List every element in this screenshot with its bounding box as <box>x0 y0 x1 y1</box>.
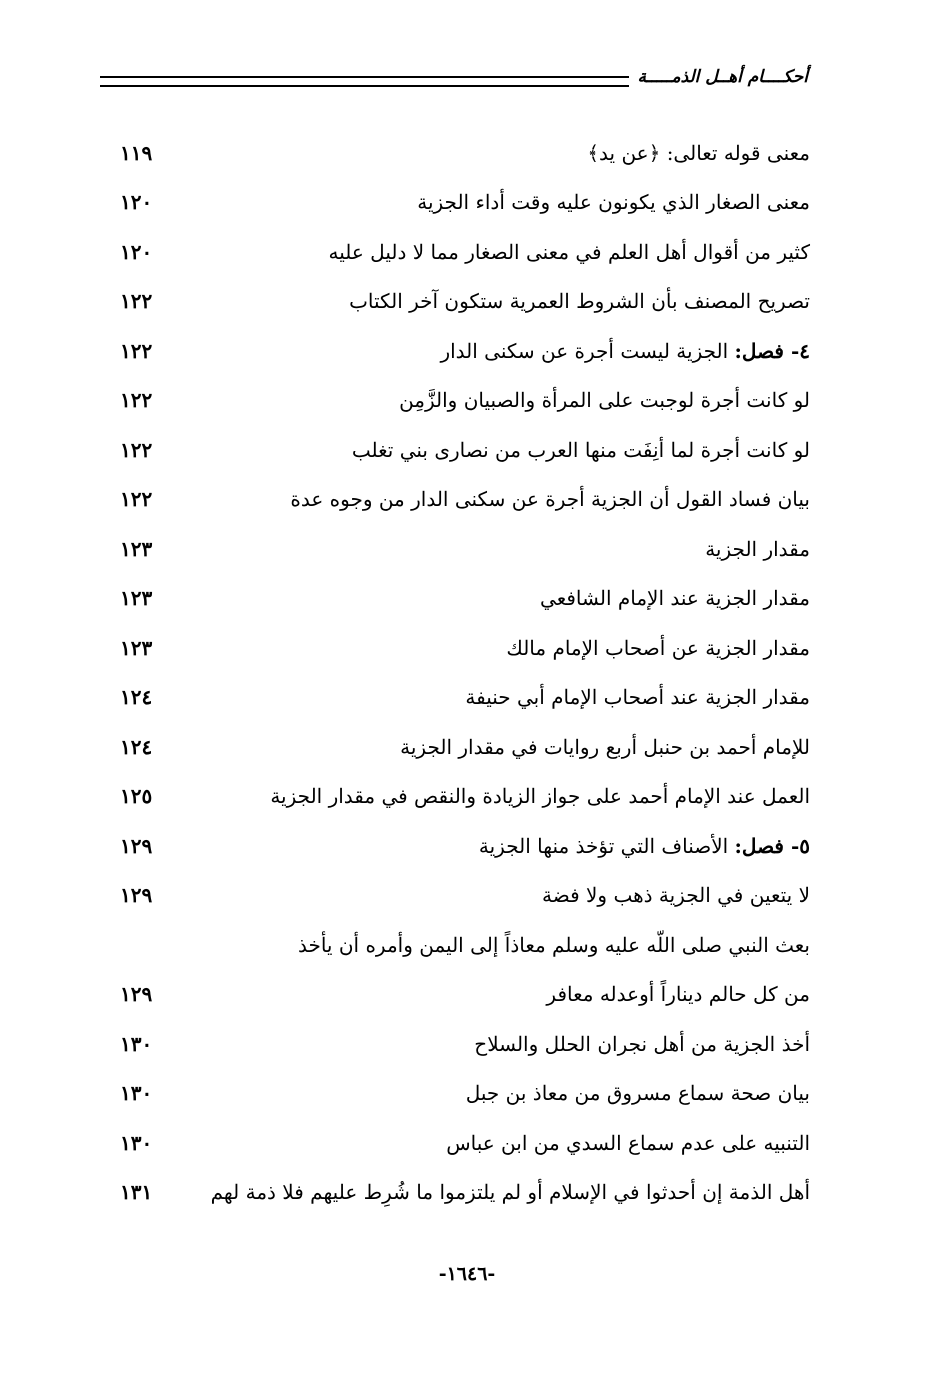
toc-entry-page: ١٢٩ <box>120 883 153 908</box>
toc-entry-text: للإمام أحمد بن حنبل أربع روايات في مقدار الجزية <box>400 734 810 759</box>
toc-entry-text: الأصناف التي تؤخذ منها الجزية <box>478 833 735 858</box>
toc-entry-title <box>200 784 810 808</box>
toc-entry-text: بيان صحة سماع مسروق من معاذ بن جبل <box>465 1081 810 1106</box>
toc-entry-page: ١٢٠ <box>120 239 153 264</box>
toc-entry-page: ١٢٠ <box>120 190 153 215</box>
toc-entry-page: ١١٩ <box>120 140 153 165</box>
toc-entry-title <box>200 685 810 709</box>
toc-entry-title <box>200 735 810 759</box>
toc-entry-text: لو كانت أجرة لما أنِفَت منها العرب من نصارى بني تغلب <box>351 437 810 462</box>
toc-entry <box>120 376 810 426</box>
page-number: -١٦٤٦- <box>438 1263 496 1285</box>
toc-entry-text: أخذ الجزية من أهل نجران الحلل والسلاح <box>474 1031 810 1056</box>
toc-entry-text: بيان فساد القول أن الجزية أجرة عن سكنى الدار من وجوه عدة <box>290 487 810 512</box>
toc-entry <box>120 1168 810 1218</box>
running-header-title: أحكــــام أهــل الذمـــــة <box>637 67 808 87</box>
toc-entry-text: لو كانت أجرة لوجبت على المرأة والصبيان والزَّمِن <box>399 388 810 413</box>
toc-entry-page: ١٢٩ <box>120 833 153 858</box>
toc-entry-page: ١٢٢ <box>120 338 153 363</box>
toc-entry-page: ١٢٢ <box>120 289 153 314</box>
toc-entry <box>120 1019 810 1069</box>
toc-entry-page: ١٢٤ <box>120 734 153 759</box>
toc-entry <box>120 970 810 1020</box>
toc-entry-title <box>200 388 810 412</box>
toc-entry-title <box>200 1180 810 1204</box>
toc-entry <box>120 871 810 921</box>
toc-entry-title <box>200 1081 810 1105</box>
toc-entry <box>120 227 810 277</box>
toc-entry <box>120 128 810 178</box>
toc-entry-title <box>200 933 810 957</box>
toc-entry-title <box>200 636 810 660</box>
running-header <box>100 60 808 94</box>
toc-entry-title <box>200 141 810 165</box>
toc-entry-text: لا يتعين في الجزية ذهب ولا فضة <box>542 883 810 908</box>
toc-entry-page: ١٢٣ <box>120 635 153 660</box>
toc-entry-title <box>200 834 810 858</box>
toc-entry <box>120 425 810 475</box>
toc-entry-text: كثير من أقوال أهل العلم في معنى الصغار مما لا دليل عليه <box>328 239 810 264</box>
toc-entry-page: ١٣٠ <box>120 1031 153 1056</box>
toc-entry-page: ١٢٣ <box>120 536 153 561</box>
toc-entry <box>120 920 810 970</box>
toc-entry-page: ١٢٥ <box>120 784 153 809</box>
table-of-contents <box>120 128 810 1217</box>
toc-entry-title <box>200 438 810 462</box>
toc-entry-title <box>200 982 810 1006</box>
toc-entry-text: بعث النبي صلى اللّه عليه وسلم معاذاً إلى اليمن وأمره أن يأخذ <box>297 932 810 957</box>
toc-entry-page: ١٢٣ <box>120 586 153 611</box>
toc-entry <box>120 326 810 376</box>
toc-entry-text: معنى الصغار الذي يكونون عليه وقت أداء الجزية <box>417 190 810 215</box>
toc-entry <box>120 821 810 871</box>
toc-entry-page: ١٢٩ <box>120 982 153 1007</box>
toc-entry-text: من كل حالم ديناراً أوعدله معافر <box>546 982 810 1007</box>
toc-entry <box>120 772 810 822</box>
toc-entry <box>120 1118 810 1168</box>
toc-entry-text: التنبيه على عدم سماع السدي من ابن عباس <box>446 1130 810 1155</box>
header-double-rule <box>100 76 629 87</box>
toc-entry-title <box>200 586 810 610</box>
toc-entry-text: العمل عند الإمام أحمد على جواز الزيادة والنقص في مقدار الجزية <box>270 784 810 809</box>
toc-entry-text: أهل الذمة إن أحدثوا في الإسلام أو لم يلتزموا ما شُرِط عليهم فلا ذمة لهم <box>210 1180 810 1205</box>
toc-entry-page: ١٢٢ <box>120 388 153 413</box>
toc-entry <box>120 673 810 723</box>
toc-entry-title <box>200 190 810 214</box>
toc-entry <box>120 1069 810 1119</box>
toc-entry-text: معنى قوله تعالى: ﴿عن يد﴾ <box>587 140 810 165</box>
toc-entry-text: تصريح المصنف بأن الشروط العمرية ستكون آخر الكتاب <box>349 289 810 314</box>
toc-entry-title <box>200 1131 810 1155</box>
toc-entry-text: مقدار الجزية عند أصحاب الإمام أبي حنيفة <box>465 685 810 710</box>
toc-entry-page: ١٣١ <box>120 1180 153 1205</box>
toc-entry <box>120 722 810 772</box>
toc-entry-page: ١٣٠ <box>120 1081 153 1106</box>
toc-entry-title <box>200 883 810 907</box>
toc-entry-title <box>200 1032 810 1056</box>
toc-entry-page: ١٢٢ <box>120 437 153 462</box>
toc-entry <box>120 475 810 525</box>
toc-entry-title <box>200 289 810 313</box>
toc-entry <box>120 178 810 228</box>
section-label: ٥- فصل: <box>734 833 810 858</box>
toc-entry <box>120 277 810 327</box>
toc-entry <box>120 524 810 574</box>
toc-entry-text: مقدار الجزية عن أصحاب الإمام مالك <box>506 635 810 660</box>
toc-entry-title <box>200 339 810 363</box>
toc-entry <box>120 574 810 624</box>
toc-entry-title <box>200 240 810 264</box>
toc-entry-page: ١٢٢ <box>120 487 153 512</box>
toc-entry-page: ١٣٠ <box>120 1130 153 1155</box>
toc-entry <box>120 623 810 673</box>
toc-entry-text: مقدار الجزية عند الإمام الشافعي <box>540 586 810 611</box>
toc-entry-text: الجزية ليست أجرة عن سكنى الدار <box>440 338 735 363</box>
toc-entry-title <box>200 537 810 561</box>
toc-entry-title <box>200 487 810 511</box>
toc-entry-page: ١٢٤ <box>120 685 153 710</box>
toc-entry-text: مقدار الجزية <box>705 536 810 561</box>
section-label: ٤- فصل: <box>734 338 810 363</box>
